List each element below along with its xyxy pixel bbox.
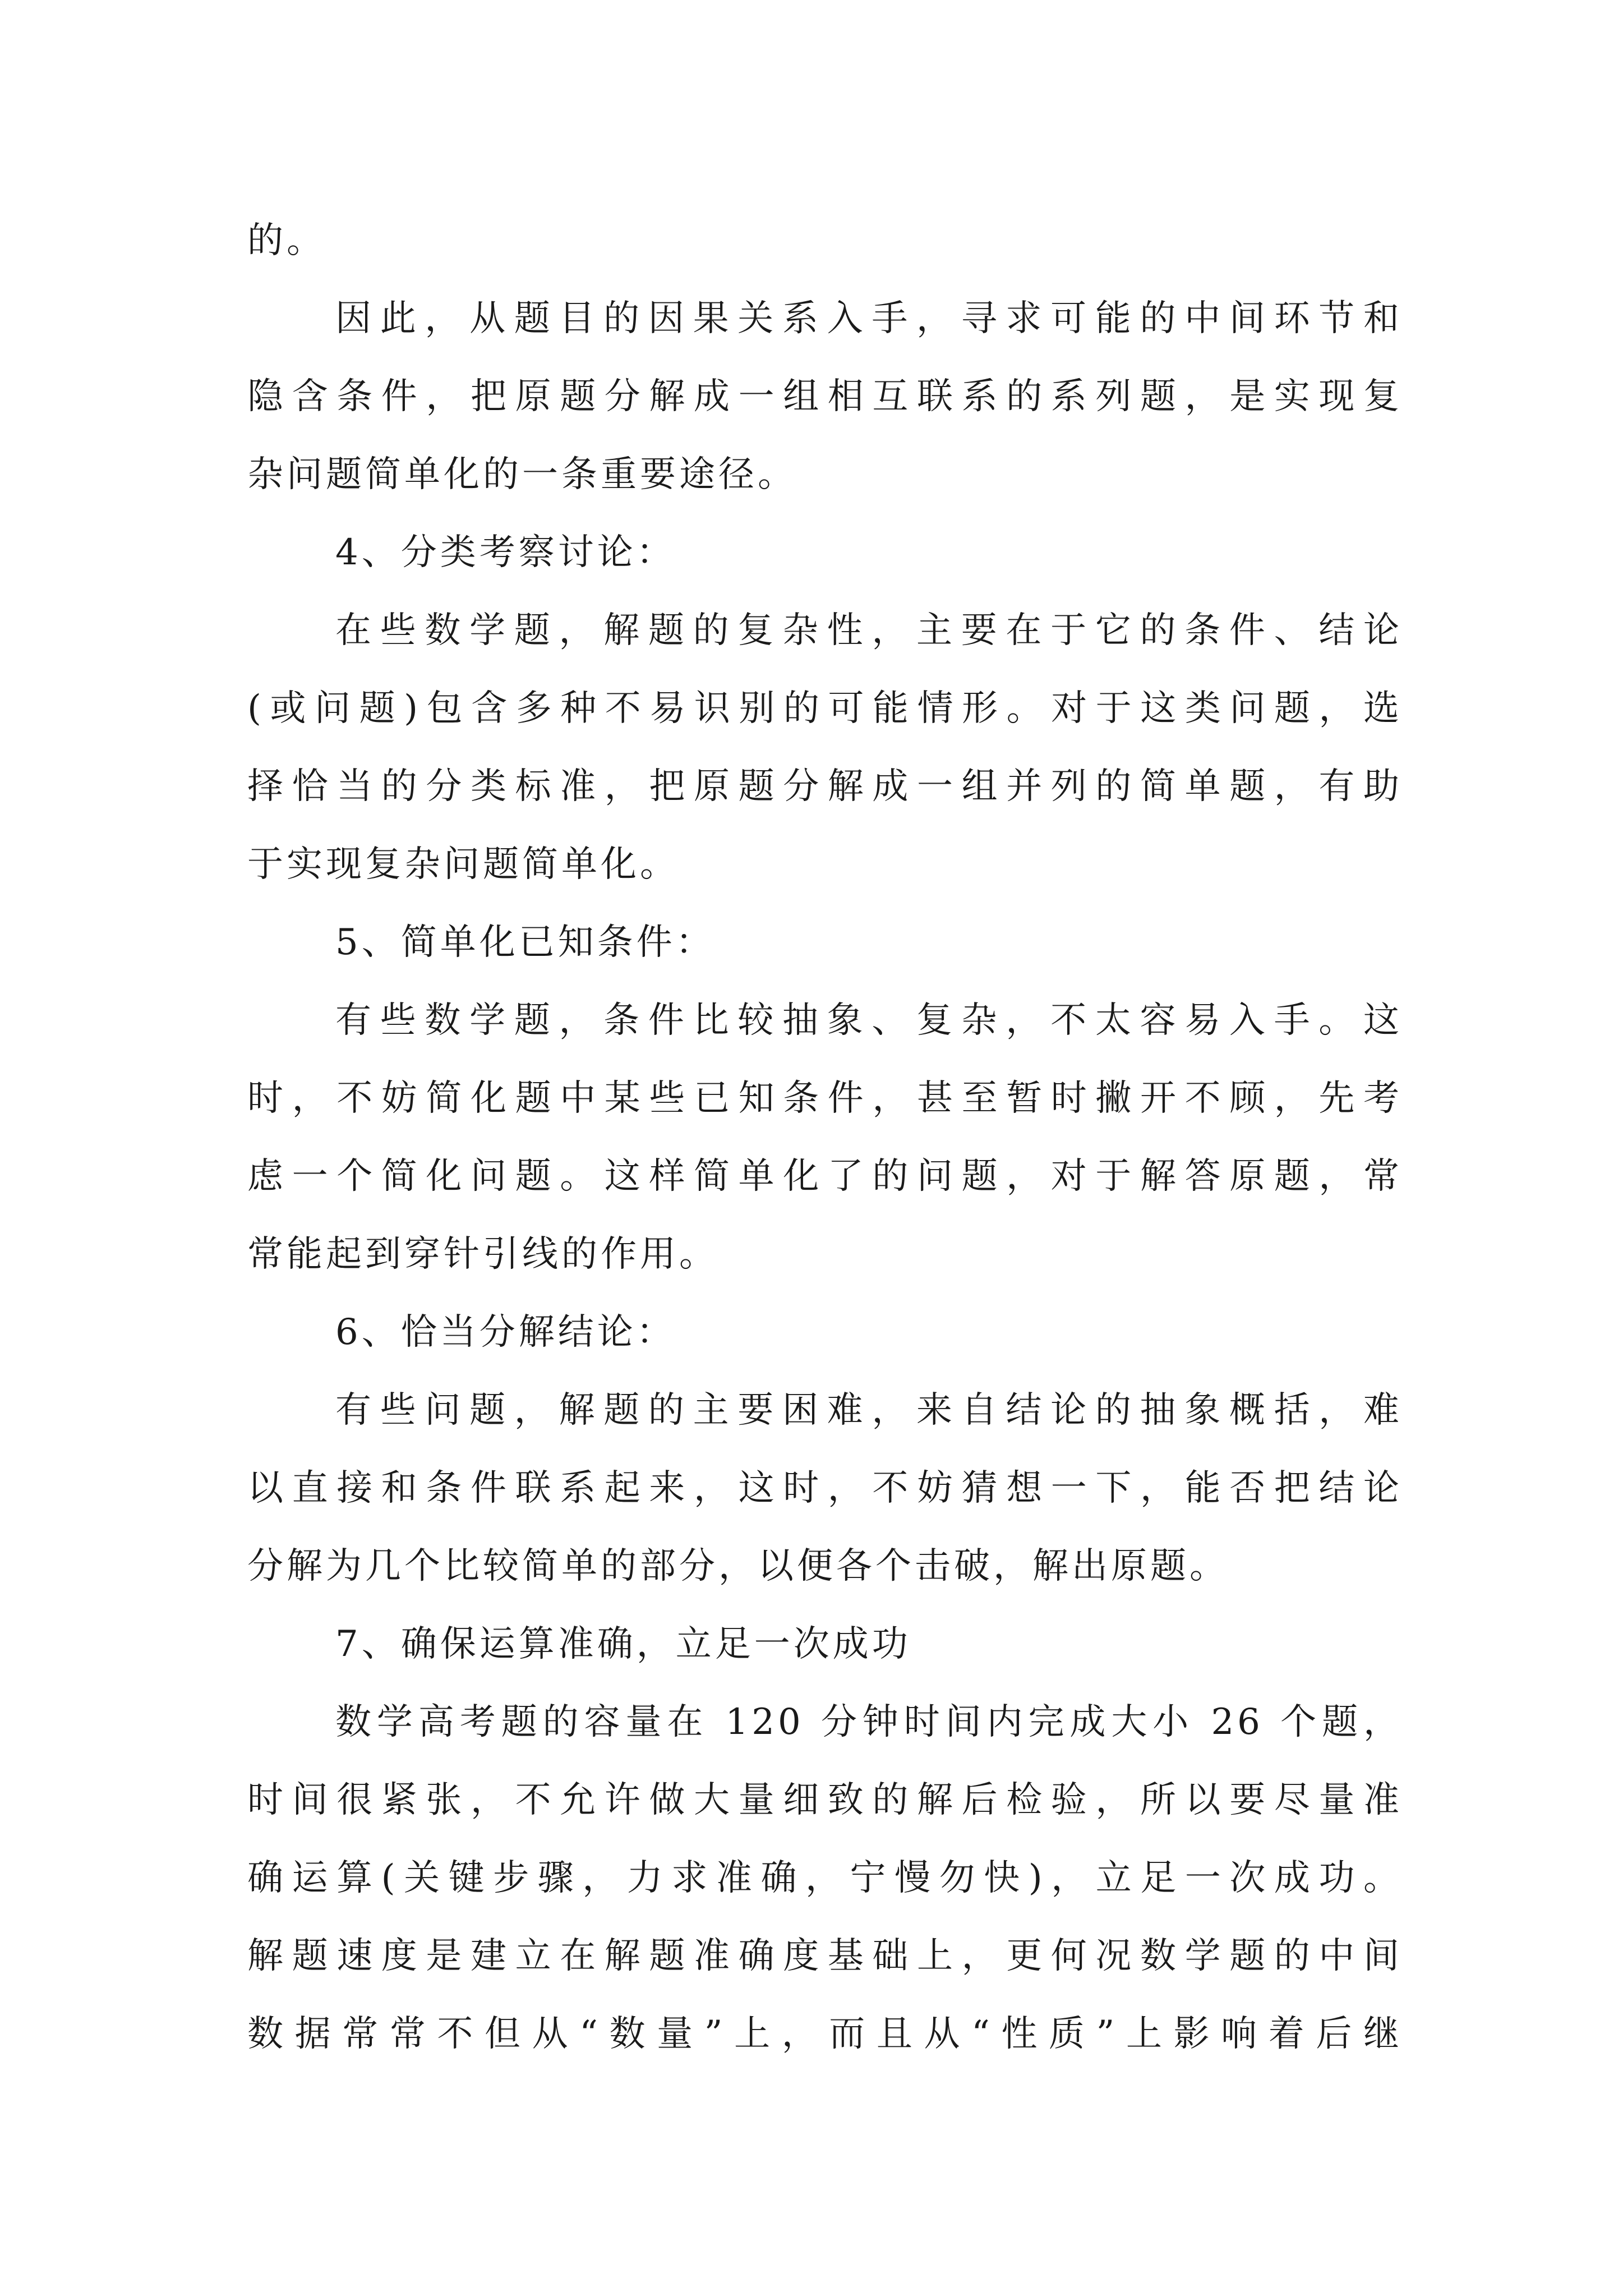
paragraph-line: 因此，从题目的因果关系入手，寻求可能的中间环节和 bbox=[335, 298, 1403, 339]
paragraph-line: 有些数学题，条件比较抽象、复杂，不太容易入手。这 bbox=[335, 1000, 1403, 1041]
section-heading: 7、确保运算准确，立足一次成功 bbox=[335, 1623, 911, 1665]
paragraph-line: 时间很紧张，不允许做大量细致的解后检验，所以要尽量准 bbox=[247, 1779, 1403, 1821]
paragraph-line: 数据常常不但从“数量”上，而且从“性质”上影响着后继 bbox=[247, 2013, 1403, 2055]
section-heading: 5、简单化已知条件： bbox=[335, 922, 715, 963]
paragraph-line: 择恰当的分类标准，把原题分解成一组并列的简单题，有助 bbox=[247, 766, 1403, 807]
paragraph-line: 于实现复杂问题简单化。 bbox=[247, 844, 679, 885]
paragraph-line: 时，不妨简化题中某些已知条件，甚至暂时撇开不顾，先考 bbox=[247, 1078, 1403, 1119]
paragraph-line: 隐含条件，把原题分解成一组相互联系的系列题，是实现复 bbox=[247, 376, 1403, 417]
paragraph-line: 数学高考题的容量在 120 分钟时间内完成大小 26 个题， bbox=[335, 1701, 1403, 1743]
paragraph-line: 有些问题，解题的主要困难，来自结论的抽象概括，难 bbox=[335, 1389, 1403, 1431]
paragraph-line: 确运算(关键步骤，力求准确，宁慢勿快)，立足一次成功。 bbox=[247, 1857, 1403, 1899]
section-heading: 6、恰当分解结论： bbox=[335, 1312, 676, 1353]
paragraph-line: 在些数学题，解题的复杂性，主要在于它的条件、结论 bbox=[335, 610, 1403, 651]
section-heading: 4、分类考察讨论： bbox=[335, 532, 676, 573]
paragraph-line: 解题速度是建立在解题准确度基础上，更何况数学题的中间 bbox=[247, 1935, 1403, 1977]
paragraph-line: 杂问题简单化的一条重要途径。 bbox=[247, 454, 797, 495]
paragraph-line: 以直接和条件联系起来，这时，不妨猜想一下，能否把结论 bbox=[247, 1467, 1403, 1509]
paragraph-line: 虑一个简化问题。这样简单化了的问题，对于解答原题，常 bbox=[247, 1156, 1403, 1197]
paragraph-line: (或问题)包含多种不易识别的可能情形。对于这类问题，选 bbox=[247, 688, 1403, 729]
paragraph-line: 的。 bbox=[247, 220, 326, 261]
paragraph-line: 分解为几个比较简单的部分，以便各个击破，解出原题。 bbox=[247, 1545, 1229, 1587]
paragraph-line: 常能起到穿针引线的作用。 bbox=[247, 1234, 718, 1275]
